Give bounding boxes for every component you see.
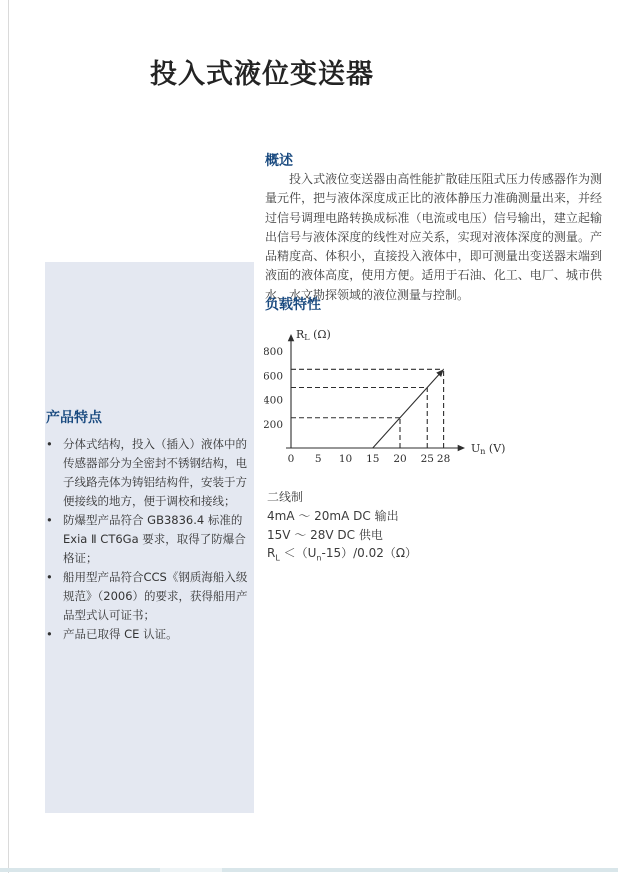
feature-item-text: 船用型产品符合CCS《钢质海船入级规范》（2006）的要求，获得船用产品型式认可证书； bbox=[63, 570, 248, 622]
feature-item-text: 产品已取得 CE 认证。 bbox=[63, 627, 178, 641]
overview-heading: 概述 bbox=[265, 153, 293, 169]
load-characteristics-chart bbox=[264, 324, 524, 492]
svg-text:800: 800 bbox=[264, 346, 283, 359]
svg-text:RL (Ω): RL (Ω) bbox=[296, 328, 331, 342]
note-wiring: 二线制 bbox=[267, 490, 304, 504]
bullet-icon: • bbox=[46, 513, 53, 527]
feature-list bbox=[46, 435, 254, 644]
load-characteristics-notes bbox=[267, 488, 417, 569]
svg-text:10: 10 bbox=[338, 453, 353, 465]
page-title: 投入式液位变送器 bbox=[150, 59, 374, 90]
page-edge-rule bbox=[8, 0, 9, 873]
features-heading: 产品特点 bbox=[46, 410, 102, 426]
svg-text:0: 0 bbox=[287, 453, 295, 465]
feature-item bbox=[46, 625, 254, 644]
svg-text:20: 20 bbox=[393, 453, 407, 465]
svg-text:400: 400 bbox=[264, 394, 283, 407]
load-resistance-formula: $R_L <(U_n-15)/0.02(\Omega)$ bbox=[267, 546, 418, 563]
footer-decoration-bar bbox=[0, 868, 618, 872]
features-section bbox=[46, 407, 254, 644]
overview-paragraph: 投入式液位变送器由高性能扩散硅压阻式压力传感器作为测量元件，把与液体深度成正比的液体静压力准确测量出来，并经过信号调理电路转换成标准（电流或电压）信号输出，建立起输出信号与液体深度的线性对应关系，实现对液体深度的测量。产品精度高、体积小，直接投入液体中，即可测量出变送器末端到液面的液体高度，使用方便。适用于石油、化工、电厂、城市供水、水文勘探领域的液位测量与控制。 bbox=[265, 172, 602, 302]
svg-text:Un (V): Un (V) bbox=[471, 442, 506, 456]
svg-text:25: 25 bbox=[420, 453, 434, 465]
svg-text:15: 15 bbox=[366, 453, 380, 465]
bullet-icon: • bbox=[46, 570, 53, 584]
svg-text:28: 28 bbox=[436, 453, 451, 465]
feature-item-text: 防爆型产品符合 GB3836.4 标准的 Exia Ⅱ CT6Ga 要求，取得了防爆合格证； bbox=[63, 513, 246, 565]
footer-bar-light-segment bbox=[160, 868, 222, 872]
svg-text:600: 600 bbox=[264, 370, 283, 383]
note-output: 4mA ～ 20mA DC 输出 bbox=[267, 508, 399, 523]
svg-text:200: 200 bbox=[264, 418, 283, 431]
svg-text:5: 5 bbox=[314, 453, 322, 465]
feature-item bbox=[46, 568, 254, 625]
bullet-icon: • bbox=[46, 437, 53, 451]
feature-item-text: 分体式结构，投入（插入）液体中的传感器部分为全密封不锈钢结构，电子线路壳体为铸铝结构件，安装于方便接线的地方，便于调校和接线； bbox=[63, 437, 247, 508]
feature-item bbox=[46, 511, 254, 568]
bullet-icon: • bbox=[46, 627, 53, 641]
note-supply: 15V ～ 28V DC 供电 bbox=[267, 527, 383, 542]
load-chart-svg bbox=[264, 324, 524, 492]
feature-item bbox=[46, 435, 254, 511]
load-characteristics-heading: 负载特性 bbox=[265, 297, 321, 313]
